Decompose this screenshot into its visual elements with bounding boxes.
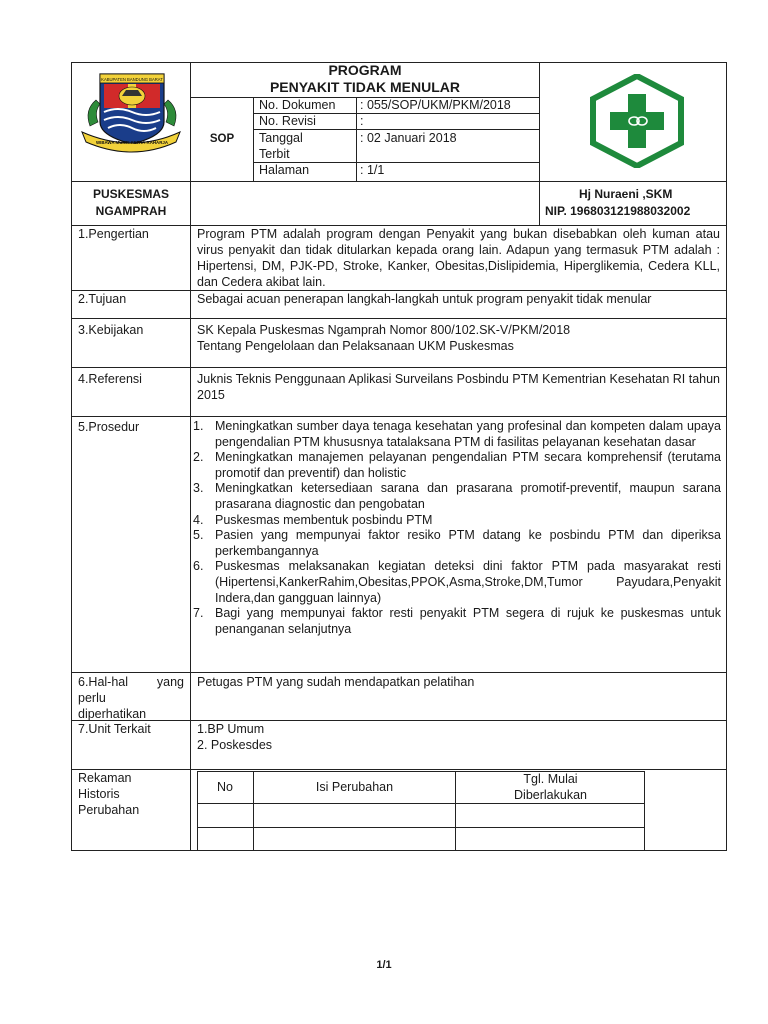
sop-label: SOP [209, 133, 235, 145]
meta-value-page: : 1/1 [360, 163, 385, 177]
org-name-line-2: NGAMPRAH [95, 204, 167, 218]
divider [71, 318, 727, 319]
hal-hal-label-part-1: 6.Hal-hal [78, 675, 129, 689]
meta-value-doc-number: : 055/SOP/UKM/PKM/2018 [360, 98, 511, 112]
divider [71, 672, 727, 673]
text-pengertian: Program PTM adalah program dengan Penyakit yang bukan disebabkan oleh kuman atau virus penyakit dan tidak ditularkan kepada orang lain. Adapun yang termasuk PTM adalah : Hipertensi, DM, PJK-PD, Stroke, Kanker, Obesitas,Dislipidemia, Hiperglikemia, Cedera KLL, dan Cedera akibat lain. [197, 227, 720, 289]
meta-label-revision: No. Revisi [259, 114, 316, 128]
rekaman-label-line-2: Historis [78, 787, 120, 801]
kebijakan-line-1: SK Kepala Puskesmas Ngamprah Nomor 800/102.SK-V/PKM/2018 [197, 323, 571, 337]
label-referensi: 4.Referensi [78, 372, 142, 386]
org-name [72, 186, 190, 220]
unit-terkait-item-1: 1.BP Umum [197, 722, 265, 736]
prosedur-step: 5. Pasien yang mempunyai faktor resiko PTM datang ke posbindu PTM dan diperiksa perkembangannya [193, 528, 721, 558]
prosedur-step: 6. Puskesmas melaksanakan kegiatan deteksi dini faktor PTM pada masyarakat resti (Hipertensi,KankerRahim,Obesitas,PPOK,Asma,Stroke,DM,Tumor Payudara,Penyakit Indera,dan gangguan lainnya) [193, 559, 721, 605]
document-title [191, 62, 539, 96]
title-line-1: PROGRAM [328, 62, 402, 78]
label-pengertian: 1.Pengertian [78, 227, 149, 241]
label-prosedur: 5.Prosedur [78, 420, 140, 434]
text-hal-hal: Petugas PTM yang sudah mendapatkan pelatihan [197, 675, 475, 689]
meta-label-doc-number: No. Dokumen [259, 98, 336, 112]
history-col-tanggal-line-2: Diberlakukan [514, 788, 587, 802]
divider [539, 62, 540, 182]
history-col-tanggal-line-1: Tgl. Mulai [523, 772, 578, 786]
meta-value-revision: : [360, 114, 364, 128]
meta-value-issue-date: : 02 Januari 2018 [360, 131, 457, 145]
label-hal-hal [78, 674, 184, 722]
emblem-motto-text: WIBAWA MUKTI KERTA RAHARJA [95, 140, 169, 145]
divider [197, 827, 645, 828]
text-kebijakan [197, 322, 720, 354]
divider [71, 367, 727, 368]
rekaman-label-line-1: Rekaman [78, 771, 132, 785]
page-number: 1/1 [376, 959, 392, 971]
signer-name: Hj Nuraeni ,SKM [579, 187, 673, 201]
meta-label-issue-date: Tanggal Terbit [259, 131, 303, 161]
kebijakan-line-2: Tentang Pengelolaan dan Pelaksanaan UKM Puskesmas [197, 339, 514, 353]
prosedur-step: 4. Puskesmas membentuk posbindu PTM [193, 512, 433, 527]
title-line-2: PENYAKIT TIDAK MENULAR [269, 79, 461, 95]
hal-hal-label-part-2: yang [156, 675, 184, 689]
divider [356, 97, 357, 182]
history-col-no: No [217, 780, 233, 794]
prosedur-step: 1. Meningkatkan sumber daya tenaga kesehatan yang profesinal dan kompeten dalam upaya pengendalian PTM khususnya tatalaksana PTM di fasilitas pelayanan kesehatan dasar [193, 419, 721, 449]
label-tujuan: 2.Tujuan [78, 292, 127, 306]
divider [71, 416, 727, 417]
divider [253, 97, 254, 182]
prosedur-list [193, 419, 721, 637]
signer-block [545, 186, 725, 220]
org-name-line-1: PUSKESMAS [92, 187, 169, 201]
rekaman-label-line-3: Perubahan [78, 803, 140, 817]
divider [190, 181, 191, 226]
regional-emblem-logo [78, 70, 184, 156]
label-rekaman [78, 770, 188, 818]
prosedur-step: 2. Meningkatkan manajemen pelayanan pengendalian PTM secara komprehensif (terutama promotif dan preventif) dan holistic [193, 450, 721, 480]
prosedur-step: 3. Meningkatkan ketersediaan sarana dan prasarana promotif-preventif, maupun sarana prasarana diagnostic dan pengobatan [193, 481, 721, 511]
emblem-top-text: KABUPATEN BANDUNG BARAT [101, 77, 163, 82]
divider [197, 803, 645, 804]
hal-hal-label-line-2: perlu [78, 691, 106, 705]
prosedur-step: 7. Bagi yang mempunyai faktor resti penyakit PTM segera di rujuk ke puskesmas untuk penanganan selanjutnya [193, 606, 721, 636]
unit-terkait-item-2: 2. Poskesdes [197, 738, 273, 752]
meta-label-page: Halaman [259, 163, 310, 177]
history-col-isi: Isi Perubahan [315, 780, 394, 794]
text-unit-terkait [197, 721, 720, 753]
prosedur-list-wrap [193, 419, 721, 637]
text-tujuan: Sebagai acuan penerapan langkah-langkah untuk program penyakit tidak menular [197, 292, 652, 306]
label-kebijakan: 3.Kebijakan [78, 323, 144, 337]
puskesmas-logo [588, 74, 686, 168]
hal-hal-label-line-3: diperhatikan [78, 707, 147, 721]
signer-nip: NIP. 196803121988032002 [545, 204, 691, 218]
text-referensi: Juknis Teknis Penggunaan Aplikasi Surveilans Posbindu PTM Kementrian Kesehatan RI tahun 2015 [197, 372, 720, 402]
history-col-tanggal [456, 771, 645, 803]
divider [539, 181, 540, 226]
label-unit-terkait: 7.Unit Terkait [78, 722, 151, 736]
